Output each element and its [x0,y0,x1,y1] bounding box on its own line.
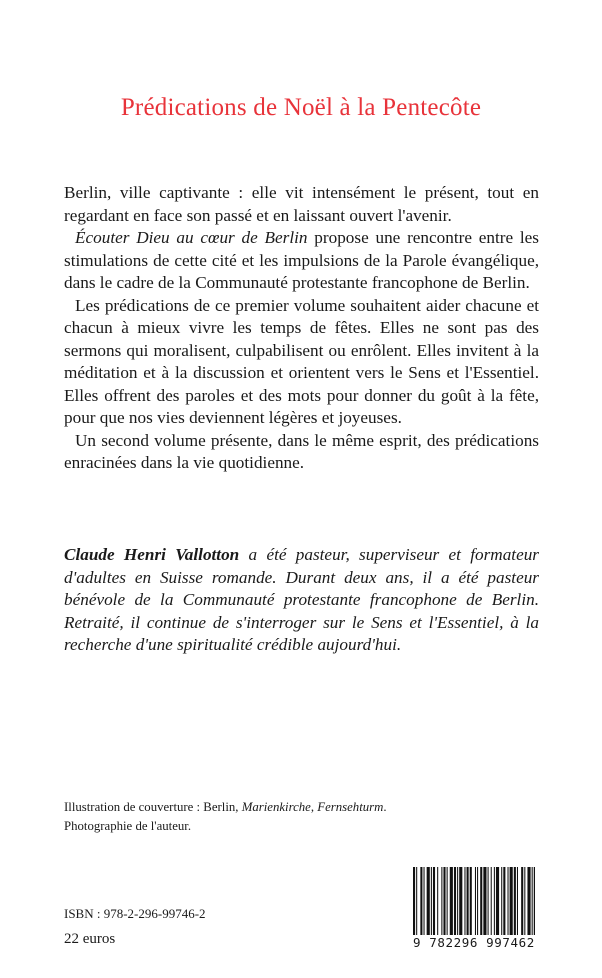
barcode-digits: 9 782296 997462 [409,935,539,950]
barcode-bar [510,867,513,937]
illustration-credit [64,798,484,817]
barcode-bar [457,867,458,937]
barcode-bar [441,867,442,937]
blurb-paragraph-2 [64,227,539,295]
barcode-bar [488,867,489,937]
author-bio-text: a été pasteur, superviseur et formateur d'adultes en Suisse romande. Durant deux ans, il a été pasteur bénévole de la Communauté protestante francophone de Berlin. Retraité, il continue de s'interroger sur le Sens et l'Essentiel, à la recherche d'une spiritualité crédible aujourd'hui. [64,545,539,654]
barcode-bar [413,867,415,937]
book-title: Prédications de Noël à la Pentecôte [120,94,482,121]
barcode-bar [517,867,518,937]
author-bio [64,544,539,657]
barcode-bar [447,867,448,937]
barcode-bar [424,867,425,937]
illustration-place: Marienkirche [241,800,311,814]
blurb-paragraph-4: Un second volume présente, dans le même esprit, des prédications enracinées dans la vie quotidienne. [64,430,539,472]
barcode-bar [508,867,509,937]
illustration-end: . [383,800,387,814]
barcode-bar [521,867,523,937]
blurb-paragraph-1: Berlin, ville captivante : elle vit intensément le présent, tout en regardant en face son passé et en laissant ouvert l'avenir. [64,183,539,225]
barcode-bar [483,867,486,937]
barcode-bar [527,867,530,937]
barcode-bar [464,867,465,937]
author-name: Claude Henri Vallotton [64,545,240,564]
barcode-bar [431,867,432,937]
barcode-bar [524,867,525,937]
illustration-label: Illustration de couverture : Berlin, [64,800,242,814]
barcode-bar [534,867,535,937]
barcode-bar [503,867,505,937]
barcode-bar [514,867,516,937]
barcode-bar [491,867,492,937]
barcode-bar [470,867,472,937]
barcode-bar [450,867,453,937]
book-series-title: Écouter Dieu au cœur de Berlin [75,228,308,247]
barcode [409,867,539,955]
price: 22 euros [64,931,116,947]
illustration-tower: Fernsehturm [317,800,384,814]
barcode-bar [443,867,445,937]
barcode-bar [475,867,476,937]
barcode-bar [467,867,469,937]
isbn: ISBN : 978-2-296-99746-2 [64,906,206,921]
barcode-bar [416,867,417,937]
barcode-bar [496,867,499,937]
illustration-separator: , [310,800,318,814]
barcode-bar [427,867,430,937]
barcode-bar [437,867,438,937]
barcode-bar [477,867,478,937]
blurb [64,182,539,475]
barcode-bar [420,867,422,937]
barcode-bar [480,867,482,937]
barcode-bar [454,867,456,937]
barcode-bar [459,867,462,937]
blurb-paragraph-2-text: propose une rencontre entre les stimulations de cette cité et les impulsions de la Parole évangélique, dans le cadre de la Communauté protestante francophone de Berlin. [64,228,539,292]
photo-credit: Photographie de l'auteur. [64,819,192,833]
blurb-paragraph-3: Les prédications de ce premier volume souhaitent aider chacune et chacun à mieux vivre les temps de fêtes. Elles ne sont pas des sermons qui moralisent, culpabilisent ou enrôlent. Elles invitent à la méditation et à la discussion et orientent vers le Sens et l'Essentiel. Elles offrent des paroles et des mots pour donner du goût à la fête, pour que nos vies deviennent légères et joyeuses. [64,295,539,427]
barcode-bar [433,867,435,937]
barcode-bar [532,867,533,937]
barcode-bar [501,867,502,937]
cover-credits [64,798,484,836]
barcode-bar [494,867,495,937]
